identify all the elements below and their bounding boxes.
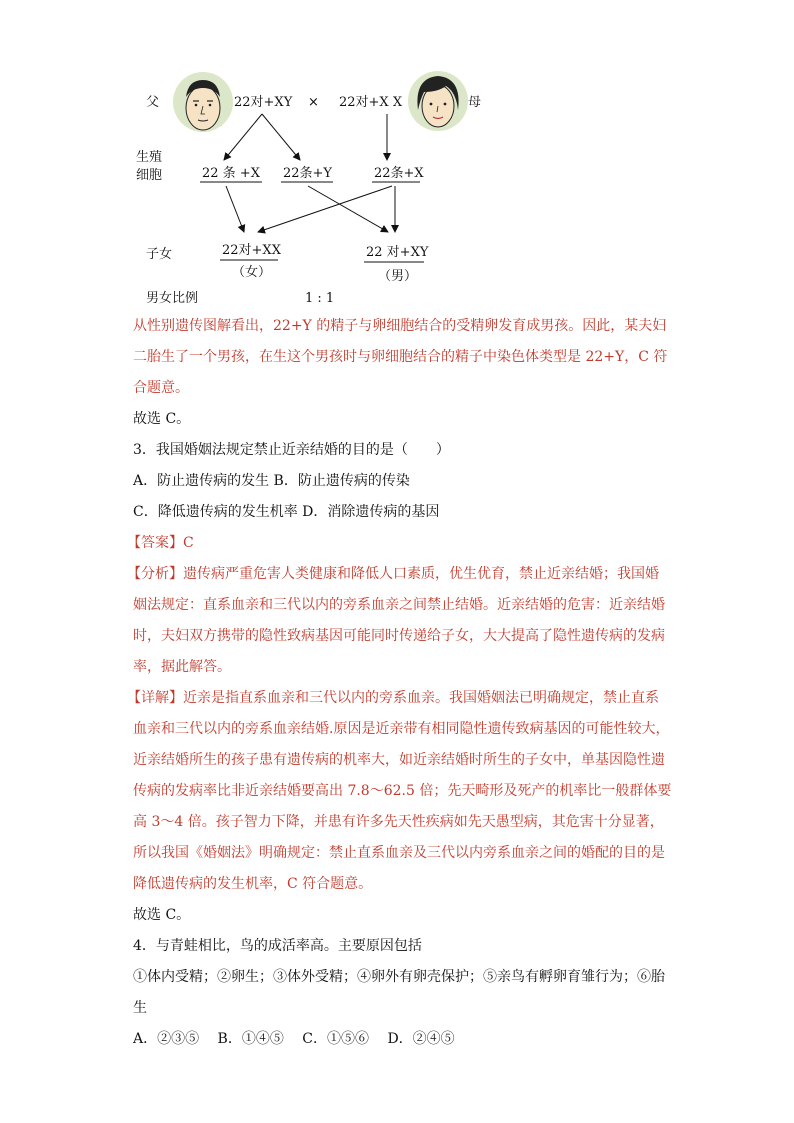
- q2-choice: 故选 C。: [133, 411, 191, 427]
- sex-inheritance-diagram: [0, 0, 794, 310]
- germ-cell-label-1: 生殖: [136, 150, 163, 165]
- q3-detail-line: 近亲结婚所生的孩子患有遗传病的机率大，如近亲结婚时所生的子女中，单基因隐性遗: [133, 752, 665, 768]
- q4-question: 4．与青蛙相比，鸟的成活率高。主要原因包括: [133, 938, 422, 954]
- cross-symbol: ×: [308, 95, 319, 110]
- gamete-sperm-y: 22条+Y: [283, 166, 333, 181]
- offspring-female-genotype: 22对+XX: [222, 243, 281, 258]
- q3-analysis-line: 姻法规定：直系血亲和三代以内的旁系血亲之间禁止结婚。近亲结婚的危害：近亲结婚: [133, 597, 665, 613]
- detail-tag: 【详解】: [127, 690, 183, 706]
- q3-choice: 故选 C。: [133, 907, 191, 923]
- offspring-label: 子女: [146, 247, 173, 262]
- q2-explanation-line: 合题意。: [133, 380, 189, 396]
- ratio-value: 1 : 1: [305, 291, 335, 306]
- q3-detail-line: 降低遗传病的发生机率，C 符合题意。: [133, 876, 373, 892]
- q3-detail-line: 所以我国《婚姻法》明确规定：禁止直系血亲及三代以内旁系血亲之间的婚配的目的是: [133, 845, 665, 861]
- q3-detail-line: 传病的发病率比非近亲结婚要高出 7.8～62.5 倍；先天畸形及死产的机率比一般群体要: [133, 783, 672, 799]
- document-body: [127, 311, 673, 1055]
- analysis-text: 遗传病严重危害人类健康和降低人口素质，优生优育，禁止近亲结婚；我国婚: [183, 566, 659, 582]
- q3-analysis-line: 时，夫妇双方携带的隐性致病基因可能同时传递给子女，大大提高了隐性遗传病的发病: [133, 628, 665, 644]
- gamete-egg-x: 22条+X: [374, 166, 424, 181]
- offspring-male-genotype: 22 对+XY: [366, 245, 429, 260]
- gamete-sperm-x: 22 条 +X: [202, 166, 260, 181]
- q2-explanation-line: 从性别遗传图解看出，22+Y 的精子与卵细胞结合的受精卵发育成男孩。因此，某夫妇: [133, 318, 667, 334]
- father-genotype: 22对+XY: [234, 95, 293, 110]
- father-label: 父: [146, 95, 160, 110]
- q4-items-line: 生: [133, 1000, 147, 1016]
- q3-answer: [127, 528, 673, 559]
- mother-genotype: 22对+X X: [339, 95, 403, 110]
- father-face-illustration: [173, 72, 233, 132]
- offspring-male-sex: （男）: [378, 269, 418, 284]
- analysis-tag: 【分析】: [127, 566, 183, 582]
- mother-face-illustration: [408, 71, 468, 131]
- q3-detail-line: 血亲和三代以内的旁系血亲结婚.原因是近亲带有相同隐性遗传致病基因的可能性较大，: [133, 721, 670, 737]
- answer-tag: 【答案】: [127, 535, 183, 551]
- q3-options-line: C．降低遗传病的发生机率 D．消除遗传病的基因: [133, 504, 440, 520]
- q3-detail-line: 高 3～4 倍。孩子智力下降，并患有许多先天性疾病如先天愚型病，其危害十分显著，: [133, 814, 664, 830]
- q4-items-line: ①体内受精；②卵生；③体外受精；④卵外有卵壳保护；⑤亲鸟有孵卵育雏行为；⑥胎: [133, 969, 665, 985]
- ratio-label: 男女比例: [146, 291, 199, 306]
- germ-cell-label-2: 细胞: [136, 168, 163, 183]
- q3-detail-line: [127, 683, 673, 714]
- q3-options-line: A．防止遗传病的发生 B．防止遗传病的传染: [133, 473, 410, 489]
- q2-explanation-line: 二胎生了一个男孩，在生这个男孩时与卵细胞结合的精子中染色体类型是 22+Y，C 符: [133, 349, 668, 365]
- detail-text: 近亲是指直系血亲和三代以内的旁系血亲。我国婚姻法已明确规定，禁止直系: [183, 690, 659, 706]
- q3-analysis-line: [127, 559, 673, 590]
- answer-value: C: [183, 535, 194, 551]
- q3-analysis-line: 率，据此解答。: [133, 659, 231, 675]
- q3-question: 3．我国婚姻法规定禁止近亲结婚的目的是（ ）: [133, 442, 450, 458]
- offspring-female-sex: （女）: [232, 265, 272, 280]
- mother-label: 母: [468, 95, 482, 110]
- q4-options: A．②③⑤ B．①④⑤ C．①⑤⑥ D．②④⑤: [133, 1031, 455, 1047]
